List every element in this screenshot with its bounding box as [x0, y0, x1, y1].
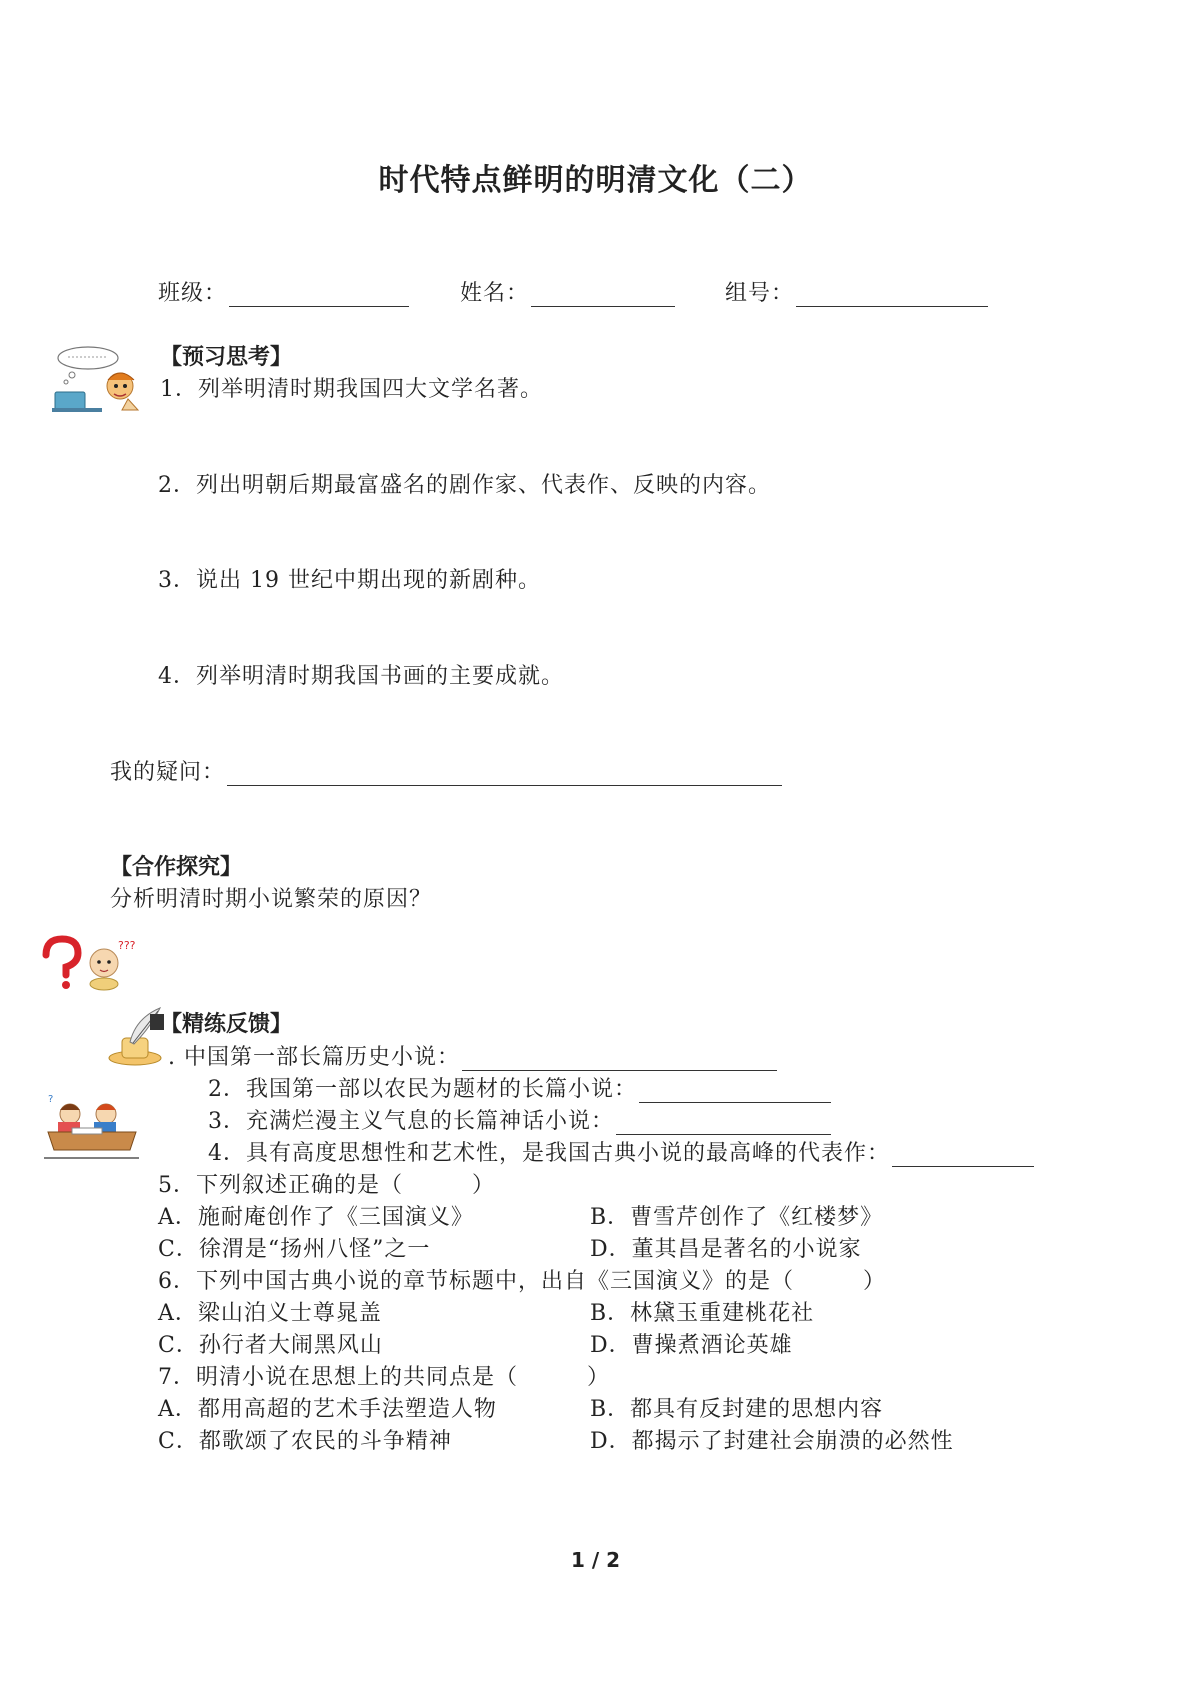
q7-option-a: A．都用高超的艺术手法塑造人物	[158, 1397, 497, 1422]
q5-option-a: A．施耐庵创作了《三国演义》	[158, 1205, 474, 1230]
practice-q1	[168, 1040, 777, 1071]
preview-heading: 【预习思考】	[160, 345, 293, 370]
q7-option-b: B．都具有反封建的思想内容	[590, 1397, 884, 1422]
practice-q3-blank[interactable]	[616, 1112, 831, 1135]
practice-heading: 【精练反馈】	[160, 1012, 293, 1037]
q7-option-d: D．都揭示了封建社会崩溃的必然性	[590, 1429, 954, 1454]
preview-q4: 4．列举明清时期我国书画的主要成就。	[158, 664, 564, 689]
group-field	[725, 276, 988, 307]
preview-q2: 2．列出明朝后期最富盛名的剧作家、代表作、反映的内容。	[158, 473, 771, 498]
page-number: 1 / 2	[570, 1548, 621, 1572]
page-title: 时代特点鲜明的明清文化（二）	[378, 163, 813, 198]
preview-q1: 1．列举明清时期我国四大文学名著。	[160, 377, 543, 402]
preview-q3: 3．说出 19 世纪中期出现的新剧种。	[158, 568, 541, 593]
q5-option-d: D．董其昌是著名的小说家	[590, 1237, 862, 1262]
practice-q3	[208, 1104, 831, 1135]
q6-option-a: A．梁山泊义士尊晁盖	[158, 1301, 382, 1326]
question-blank[interactable]	[227, 763, 782, 786]
class-field	[158, 276, 409, 307]
name-field	[460, 276, 675, 307]
group-blank[interactable]	[796, 284, 988, 307]
question-label: 我的疑问：	[110, 760, 226, 785]
students-desk-icon	[44, 1092, 144, 1160]
svg-text:?: ?	[48, 1094, 54, 1105]
name-label: 姓名：	[460, 281, 530, 306]
question-mark-baby-icon	[38, 935, 138, 990]
name-blank[interactable]	[531, 284, 675, 307]
thinking-student-icon	[50, 344, 145, 414]
q6-option-c: C．孙行者大闹黑风山	[158, 1333, 383, 1358]
practice-q4-text: 4．具有高度思想性和艺术性，是我国古典小说的最高峰的代表作：	[208, 1141, 890, 1166]
q7-option-c: C．都歌颂了农民的斗争精神	[158, 1429, 452, 1454]
q5-option-c: C．徐渭是“扬州八怪”之一	[158, 1237, 431, 1262]
practice-q7: 7．明清小说在思想上的共同点是（ ）	[158, 1365, 610, 1390]
practice-q2	[208, 1072, 831, 1103]
practice-q5: 5．下列叙述正确的是（ ）	[158, 1173, 495, 1198]
practice-q1-text: . 中国第一部长篇历史小说：	[168, 1045, 460, 1070]
question-field	[110, 755, 782, 786]
svg-text:???: ???	[118, 939, 136, 952]
practice-q4	[208, 1136, 1034, 1167]
group-label: 组号：	[725, 281, 795, 306]
practice-q6: 6．下列中国古典小说的章节标题中，出自《三国演义》的是（ ）	[158, 1269, 886, 1294]
practice-q1-blank[interactable]	[462, 1048, 777, 1071]
q5-option-b: B．曹雪芹创作了《红楼梦》	[590, 1205, 884, 1230]
class-label: 班级：	[158, 281, 228, 306]
q6-option-b: B．林黛玉重建桃花社	[590, 1301, 815, 1326]
class-blank[interactable]	[229, 284, 409, 307]
practice-q4-blank[interactable]	[892, 1144, 1034, 1167]
q6-option-d: D．曹操煮酒论英雄	[590, 1333, 793, 1358]
practice-q3-text: 3．充满烂漫主义气息的长篇神话小说：	[208, 1109, 614, 1134]
cooperate-text: 分析明清时期小说繁荣的原因？	[110, 887, 433, 912]
cooperate-heading: 【合作探究】	[110, 855, 243, 880]
practice-q2-text: 2．我国第一部以农民为题材的长篇小说：	[208, 1077, 637, 1102]
practice-q2-blank[interactable]	[639, 1080, 831, 1103]
